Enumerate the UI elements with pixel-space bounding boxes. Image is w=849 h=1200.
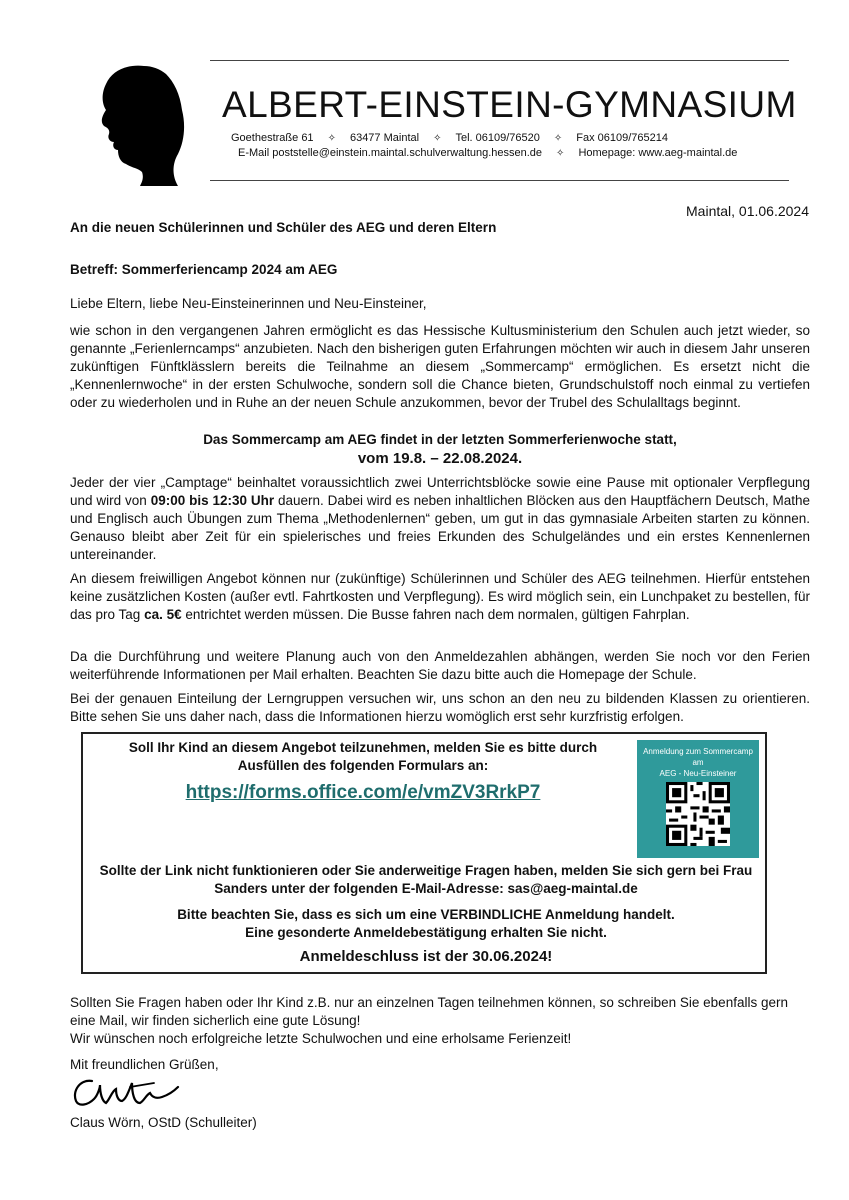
paragraph-text: dauern. Dabei wird es neben inhaltlichen Blöcken aus den Hauptfächern Deutsch, Mathe und Englisch auch Übungen zum Thema „Methodenlernen“ geben, um gut in das gymnasiale Arbeiten starten zu können. Genauso bleibt aber Zeit für ein spielerisches und freies Erkunden des Schulgeländes und ein erstes Kennenlernen untereinander. [70,493,811,562]
homepage-link[interactable]: Homepage: www.aeg-maintal.de [578,147,738,159]
closing-questions: Sollten Sie Fragen haben oder Ihr Kind z.B. nur an einzelnen Tagen teilnehmen können, so schreiben Sie ebenfalls gern eine Mail, wir finden sicherlich eine gute Lösung! [70,995,788,1028]
registration-intro-line: Ausfüllen des folgenden Formulars an: [237,758,489,773]
closing-wishes: Wir wünschen noch erfolgreiche letzte Schulwochen und eine erholsame Ferienzeit! [70,1031,572,1046]
qr-card-title-line: AEG - Neu-Einsteiner [659,769,737,778]
separator-icon: ✧ [553,133,563,144]
registration-contact-line: Sanders unter der folgenden E-Mail-Adresse: sas@aeg-maintal.de [214,881,638,896]
paragraph-camp-days [70,474,810,564]
qr-card-title-line: Anmeldung zum Sommercamp am [643,747,753,767]
street: Goethestraße 61 [231,132,314,144]
letter-date: Maintal, 01.06.2024 [686,203,809,219]
email-link[interactable]: E-Mail poststelle@einstein.maintal.schulverwaltung.hessen.de [238,147,543,159]
header-rule-top [210,60,789,61]
paragraph-text: An diesem freiwilligen Angebot können nur (zukünftige) Schülerinnen und Schüler des AEG teilnehmen. Hierfür entstehen keine zusätzlichen Kosten (außer evtl. Fahrtkosten und Verpflegung). Es wird möglich sein, ein Lunchpaket zu bestellen, für das pro Tag [70,571,810,622]
einstein-silhouette-logo [98,64,186,186]
registration-contact-line: Sollte der Link nicht funktionieren oder Sie anderweitige Fragen haben, melden Sie sich gern bei Frau [99,863,753,878]
separator-icon: ✧ [556,148,565,159]
fax: Fax 06109/765214 [576,132,669,144]
registration-intro [103,739,623,775]
paragraph-costs [70,570,810,624]
camp-time: 09:00 bis 12:30 Uhr [150,493,275,508]
registration-contact [93,862,759,898]
registration-box [81,732,767,974]
paragraph-groups: Bei der genauen Einteilung der Lerngruppen versuchen wir, uns schon an den neu zu bildenden Klassen zu orientieren. Bitte sehen Sie uns daher nach, dass die Informationen hierzu womöglich erst sehr kurzfristig erfolgen. [70,691,810,724]
separator-icon: ✧ [433,133,442,144]
school-contact-line [238,147,737,159]
addressee: An die neuen Schülerinnen und Schüler des AEG und deren Eltern [70,220,497,235]
qr-code-icon [666,782,730,846]
registration-binding-line: Eine gesonderte Anmeldebestätigung erhalten Sie nicht. [245,925,607,940]
paragraph-text: entrichtet werden müssen. Die Busse fahren nach dem normalen, gültigen Fahrplan. [181,607,690,622]
qr-card-title [637,740,759,779]
signer-name: Claus Wörn, OStD (Schulleiter) [70,1115,257,1130]
registration-binding-note [93,906,759,942]
greeting: Liebe Eltern, liebe Neu-Einsteinerinnen und Neu-Einsteiner, [70,296,427,311]
regards: Mit freundlichen Grüßen, [70,1057,219,1072]
camp-dates: vom 19.8. – 22.08.2024. [357,450,523,467]
registration-binding-line: Bitte beachten Sie, dass es sich um eine VERBINDLICHE Anmeldung handelt. [177,907,675,922]
registration-deadline: Anmeldeschluss ist der 30.06.2024! [299,948,553,965]
qr-code-card[interactable] [637,740,759,858]
handwritten-signature [70,1073,180,1113]
registration-intro-line: Soll Ihr Kind an diesem Angebot teilzunehmen, melden Sie es bitte durch [128,740,598,755]
phone: Tel. 06109/76520 [455,132,540,144]
registration-form-link[interactable]: https://forms.office.com/e/vmZV3RrkP7 [185,782,541,803]
lunch-price: ca. 5€ [144,607,182,622]
subject-line: Betreff: Sommerferiencamp 2024 am AEG [70,262,338,277]
paragraph-text: Jeder der vier „Camptage“ beinhaltet voraussichtlich zwei Unterrichtsblöcke sowie eine Pause mit optionaler Verpflegung und wird von [70,475,810,508]
separator-icon: ✧ [327,133,336,144]
paragraph-intro: wie schon in den vergangenen Jahren ermöglicht es das Hessische Kultusministerium den Schulen auch jetzt wieder, so genannte „Ferienlerncamps“ anzubieten. Nach den bisherigen guten Erfahrungen möchten wir auch in diesem Jahr unseren zukünftigen Fünftklässlern bereits die Teilnahme an diesem „Sommercamp“ ermöglichen. Es ersetzt nicht die „Kennenlernwoche“ in der ersten Schulwoche, sondern soll die Chance bieten, Grundschulstoff noch einmal zu vertiefen oder zu wiederholen und in Ruhe an der neuen Schule anzukommen, bevor der Trubel des Schulalltags beginnt. [70,323,810,410]
school-name: ALBERT-EINSTEIN-GYMNASIUM [222,84,797,125]
paragraph-planning: Da die Durchführung und weitere Planung auch von den Anmeldezahlen abhängen, werden Sie noch vor den Ferien weiterführende Informationen per Mail erhalten. Beachten Sie dazu bitte auch die Homepage der Schule. [70,649,810,682]
header-rule-bottom [210,180,789,181]
camp-highlight-line1: Das Sommercamp am AEG findet in der letzten Sommerferienwoche statt, [203,432,677,447]
school-address-line [231,132,668,144]
city: 63477 Maintal [349,132,420,144]
